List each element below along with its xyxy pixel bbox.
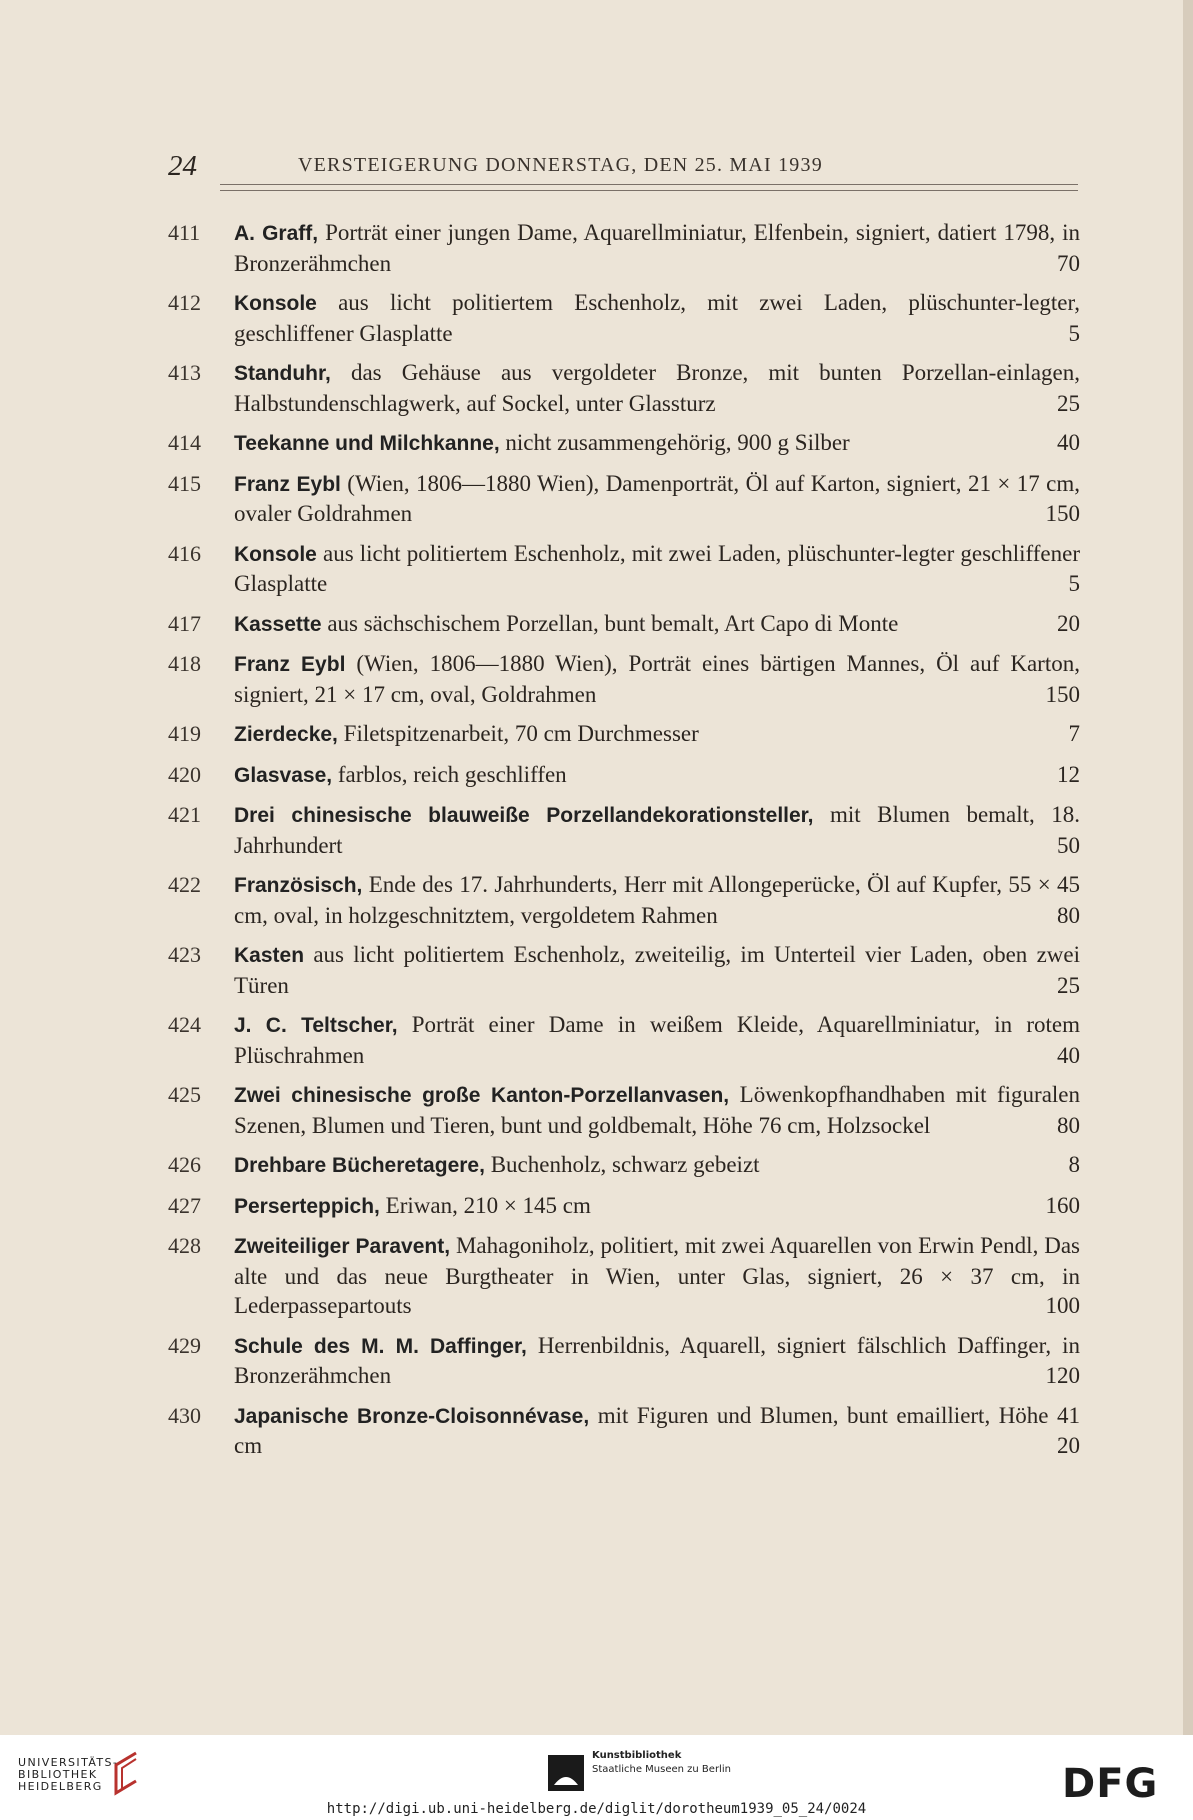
lot-title: Kassette (234, 612, 322, 636)
lot-title: Franz Eybl (234, 653, 346, 676)
lot-number: 420 (168, 761, 201, 787)
lot-price: 80 (1057, 1112, 1080, 1138)
lot-title: Zweiteiliger Paravent, (234, 1235, 451, 1258)
lot-number: 425 (168, 1082, 201, 1107)
lot-entry (168, 870, 1080, 930)
lot-description (234, 719, 1080, 750)
lot-number: 413 (168, 360, 201, 385)
lot-description (234, 1150, 1080, 1181)
lot-entry (168, 649, 1080, 709)
lot-text: (Wien, 1806—1880 Wien), Damenporträt, Öl auf Karton, signiert, 21 × 17 cm, ovaler Goldrahmen (234, 470, 1080, 526)
lot-title: Konsole (234, 292, 317, 315)
lot-entry (168, 358, 1080, 418)
lot-price: 50 (1057, 832, 1080, 858)
lot-number: 423 (168, 942, 201, 967)
lot-description (234, 1231, 1080, 1321)
lot-title: Glasvase, (234, 763, 333, 787)
lot-description (234, 649, 1080, 709)
lot-text: Filetspitzenarbeit, 70 cm Durchmesser (343, 721, 699, 746)
lot-description (234, 870, 1080, 930)
lot-entry (168, 1191, 1080, 1222)
lot-text: aus sächschischem Porzellan, bunt bemalt, Art Capo di Monte (327, 610, 899, 636)
lot-title: Schule des M. M. Daffinger, (234, 1334, 527, 1358)
lot-entry (168, 719, 1080, 750)
footer-bar (0, 1735, 1193, 1820)
lot-number: 428 (168, 1233, 201, 1258)
lot-entry (168, 539, 1080, 599)
lot-description (234, 1010, 1080, 1070)
lot-title: Zwei chinesische große Kanton-Porzellanvasen, (234, 1084, 730, 1107)
lot-entry (168, 760, 1080, 791)
lot-entry (168, 1231, 1080, 1321)
lot-entry (168, 288, 1080, 348)
lot-text: (Wien, 1806—1880 Wien), Porträt eines bärtigen Mannes, Öl auf Karton, signiert, 21 × 17 cm, oval, Goldrahmen (234, 651, 1080, 707)
lot-title: Japanische Bronze-Cloisonnévase, (234, 1404, 590, 1428)
lot-entry (168, 1010, 1080, 1070)
lot-price: 25 (1057, 972, 1080, 998)
lot-entry (168, 1080, 1080, 1140)
lot-title: Konsole (234, 542, 317, 566)
lot-title: Standuhr, (234, 362, 331, 385)
ub-heidelberg-logo-icon (106, 1749, 144, 1799)
lot-title: Kasten (234, 944, 305, 967)
lot-number: 426 (168, 1152, 201, 1177)
lot-title: Drei chinesische blauweiße Porzellandekorationsteller, (234, 804, 814, 827)
lot-text: mit Figuren und Blumen, bunt emailliert, Höhe 41 cm (234, 1402, 1080, 1458)
lot-number: 417 (168, 610, 201, 636)
lot-description (234, 940, 1080, 1000)
lot-price: 160 (1045, 1192, 1080, 1218)
lot-number: 421 (168, 802, 201, 827)
lot-price: 25 (1057, 390, 1080, 416)
lot-description (234, 539, 1080, 599)
lot-description (234, 1080, 1080, 1140)
lot-entry (168, 940, 1080, 1000)
lot-price: 40 (1057, 430, 1080, 455)
lot-text: Eriwan, 210 × 145 cm (385, 1192, 591, 1218)
lot-entry (168, 1331, 1080, 1391)
lot-entry (168, 428, 1080, 459)
ub-label-line: HEIDELBERG (18, 1780, 103, 1793)
lot-title: Französisch, (234, 874, 363, 897)
lot-number: 429 (168, 1332, 201, 1358)
lot-entry (168, 469, 1080, 529)
lot-price: 20 (1057, 610, 1080, 636)
lot-text: aus licht politiertem Eschenholz, mit zwei Laden, plüschunter-legter, geschliffener Glasplatte (234, 290, 1081, 346)
lot-text: Mahagoniholz, politiert, mit zwei Aquarellen von Erwin Pendl, Das alte und das neue Burgtheater in Wien, unter Glas, signiert, 26 × 37 cm, in Lederpassepartouts (234, 1233, 1080, 1318)
lot-description (234, 428, 1080, 459)
lot-number: 416 (168, 540, 201, 566)
lot-description (234, 288, 1080, 348)
lot-number: 427 (168, 1192, 201, 1218)
lot-number: 411 (168, 220, 201, 245)
lot-title: J. C. Teltscher, (234, 1014, 398, 1037)
lot-title: A. Graff, (234, 222, 319, 245)
kunstbibliothek-label (592, 1749, 731, 1777)
lot-title: Perserteppich, (234, 1194, 380, 1218)
lot-price: 120 (1045, 1363, 1080, 1388)
lot-number: 418 (168, 651, 201, 676)
lot-description (234, 760, 1080, 791)
lot-number: 414 (168, 430, 201, 455)
lot-entry (168, 218, 1080, 278)
lot-number: 430 (168, 1402, 201, 1428)
header-double-rule (220, 184, 1078, 191)
lot-text: Porträt einer jungen Dame, Aquarellminiatur, Elfenbein, signiert, datiert 1798, in Bronzerähmchen (234, 220, 1080, 276)
ub-heidelberg-label (18, 1757, 118, 1793)
lot-price: 5 (1068, 320, 1080, 346)
lot-text: aus licht politiertem Eschenholz, zweiteilig, im Unterteil vier Laden, oben zwei Türen (234, 942, 1080, 998)
lot-number: 424 (168, 1012, 201, 1037)
source-url[interactable]: http://digi.ub.uni-heidelberg.de/diglit/dorotheum1939_05_24/0024 (326, 1801, 867, 1817)
running-title: VERSTEIGERUNG DONNERSTAG, DEN 25. MAI 1939 (298, 154, 823, 176)
lot-text: mit Blumen bemalt, 18. Jahrhundert (234, 802, 1080, 858)
lot-number: 415 (168, 470, 201, 496)
lot-price: 80 (1057, 902, 1080, 928)
lot-price: 8 (1068, 1152, 1080, 1177)
dfg-logo: DFG (1062, 1761, 1159, 1807)
lot-entry (168, 1401, 1080, 1461)
lot-description (234, 1331, 1080, 1391)
lot-price: 20 (1057, 1433, 1080, 1458)
lot-price: 12 (1057, 761, 1080, 787)
ub-label-line: UNIVERSITÄTS- (18, 1756, 119, 1769)
lot-text: das Gehäuse aus vergoldeter Bronze, mit bunten Porzellan-einlagen, Halbstundenschlagwerk, auf Sockel, unter Glassturz (234, 360, 1081, 416)
lot-description (234, 800, 1080, 860)
lot-price: 100 (1045, 1293, 1080, 1318)
lot-text: farblos, reich geschliffen (337, 761, 567, 787)
lot-description (234, 609, 1080, 640)
lot-price: 40 (1057, 1042, 1080, 1068)
lot-price: 7 (1068, 721, 1080, 746)
lot-text: Buchenholz, schwarz gebeizt (490, 1152, 760, 1177)
lot-price: 5 (1068, 571, 1080, 596)
lot-description (234, 1401, 1080, 1461)
lot-description (234, 218, 1080, 278)
auction-lot-list (168, 218, 1080, 1471)
lot-text: aus licht politiertem Eschenholz, mit zwei Laden, plüschunter-legter geschliffener Glasplatte (234, 540, 1081, 596)
lot-title: Zierdecke, (234, 723, 338, 746)
lot-price: 150 (1045, 681, 1080, 707)
lot-text: Löwenkopfhandhaben mit figuralen Szenen, Blumen und Tieren, bunt und goldbemalt, Höhe 76 cm, Holzsockel (234, 1082, 1081, 1138)
lot-number: 419 (168, 721, 201, 746)
lot-entry (168, 800, 1080, 860)
lot-title: Teekanne und Milchkanne, (234, 432, 500, 455)
page-number: 24 (168, 150, 197, 182)
ub-label-line: BIBLIOTHEK (18, 1768, 98, 1781)
lot-description (234, 469, 1080, 529)
lot-text: Herrenbildnis, Aquarell, signiert fälschlich Daffinger, in Bronzerähmchen (234, 1332, 1080, 1388)
lot-number: 412 (168, 290, 201, 315)
kunstbibliothek-subtitle: Staatliche Museen zu Berlin (592, 1764, 731, 1775)
kunstbibliothek-name: Kunstbibliothek (592, 1750, 682, 1761)
lot-price: 70 (1057, 250, 1080, 276)
lot-description (234, 1191, 1080, 1222)
kunstbibliothek-logo-icon (548, 1755, 584, 1791)
lot-description (234, 358, 1080, 418)
lot-number: 422 (168, 872, 201, 897)
lot-price: 150 (1045, 501, 1080, 526)
lot-entry (168, 1150, 1080, 1181)
lot-text: Ende des 17. Jahrhunderts, Herr mit Allongeperücke, Öl auf Kupfer, 55 × 45 cm, oval, in holzgeschnitztem, vergoldetem Rahmen (234, 872, 1081, 928)
lot-title: Drehbare Bücheretagere, (234, 1154, 485, 1177)
lot-title: Franz Eybl (234, 472, 341, 496)
lot-entry (168, 609, 1080, 640)
lot-text: Porträt einer Dame in weißem Kleide, Aquarellminiatur, in rotem Plüschrahmen (234, 1012, 1081, 1068)
lot-text: nicht zusammengehörig, 900 g Silber (505, 430, 850, 455)
page-header (168, 150, 1078, 190)
